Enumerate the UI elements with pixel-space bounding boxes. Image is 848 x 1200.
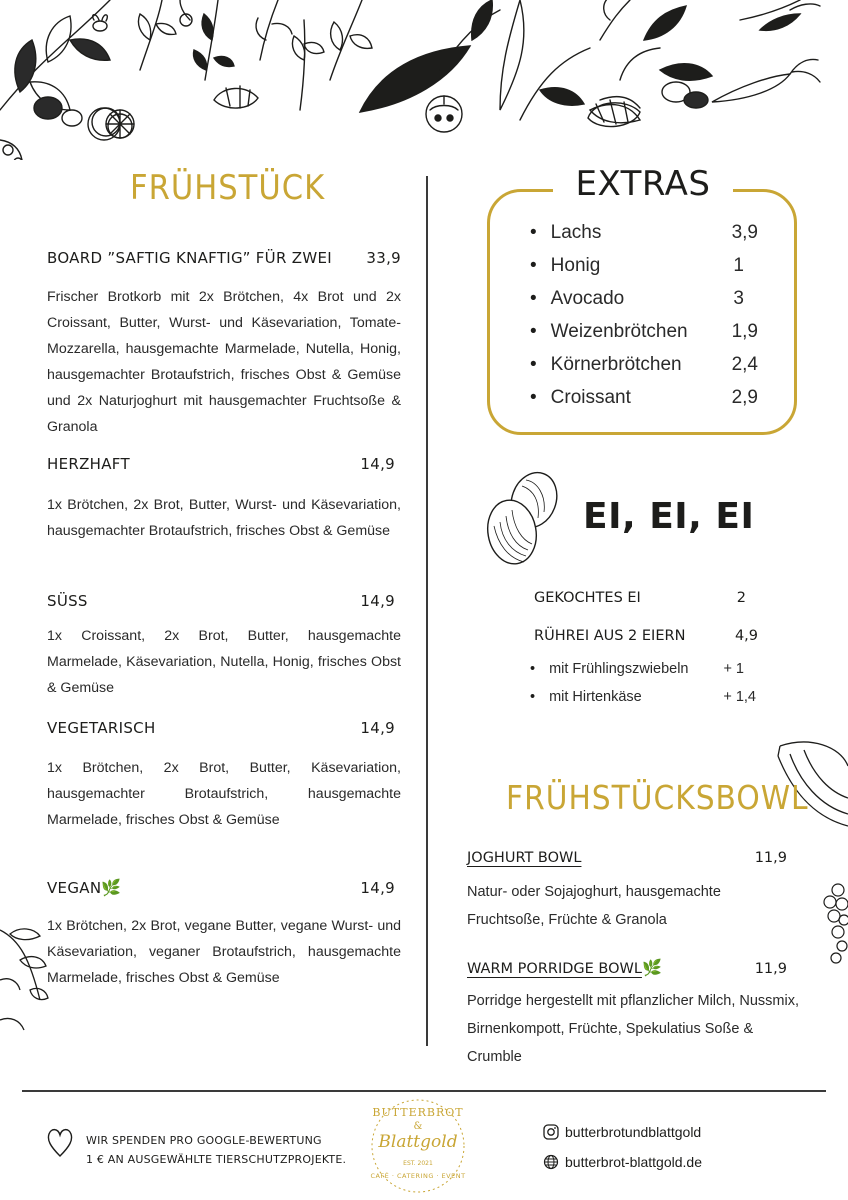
brand-logo: [362, 1096, 474, 1196]
footer-divider: [22, 1090, 826, 1092]
eier-title: EI, EI, EI: [583, 496, 755, 537]
bowl-item-name: JOGHURT BOWL: [467, 850, 582, 866]
menu-item-vegetarisch: [47, 719, 403, 737]
donation-note: [86, 1131, 346, 1169]
eier-option: [530, 689, 756, 705]
extras-item: [530, 387, 758, 409]
extras-item-price: 3,9: [731, 222, 758, 243]
eier-option-price: + 1: [723, 661, 744, 677]
menu-item-board: [47, 249, 403, 267]
logo-ampersand: &: [413, 1121, 423, 1132]
extras-item-name: • Croissant: [530, 387, 631, 409]
eier-item: [534, 628, 758, 644]
botanical-header-illustration: [0, 0, 848, 160]
eier-item-name: GEKOCHTES EI: [534, 590, 641, 606]
item-name: SÜSS: [47, 592, 88, 610]
item-description: 1x Brötchen, 2x Brot, Butter, Käsevariation, hausgemachter Brotaufstrich, hausgemachte Marmelade, frisches Obst & Gemüse: [47, 760, 401, 828]
logo-script-text: Blattgold: [378, 1132, 458, 1152]
bowl-item-description: Natur- oder Sojajoghurt, hausgemachte Fruchtsoße, Früchte & Granola: [467, 884, 721, 928]
grapes-illustration: [812, 880, 848, 980]
bowl-item-name: WARM PORRIDGE BOWL: [467, 961, 642, 977]
logo-bottom-text: CAFÉ · CATERING · EVENT: [370, 1172, 466, 1180]
menu-item-vegan: [47, 878, 403, 897]
item-description: 1x Brötchen, 2x Brot, vegane Butter, vegane Wurst- und Käsevariation, veganer Brotaufstrich, hausgemachte Marmelade, frisches Obst & Gemüse: [47, 918, 401, 986]
item-name: VEGAN: [47, 879, 102, 897]
item-name-wrap: [47, 878, 122, 897]
extras-item-name: • Weizenbrötchen: [530, 321, 688, 343]
menu-item-herzhaft: [47, 455, 403, 473]
item-description: 1x Brötchen, 2x Brot, Butter, Wurst- und Käsevariation, hausgemachter Brotaufstrich, frisches Obst & Gemüse: [47, 497, 401, 539]
fruehstueck-title: FRÜHSTÜCK: [130, 168, 326, 208]
bowl-item-name-wrap: [467, 958, 662, 977]
item-price: 14,9: [360, 592, 395, 610]
extras-item: [530, 288, 758, 310]
instagram-link[interactable]: [543, 1124, 701, 1140]
extras-item: [530, 222, 758, 244]
vegan-leaf-icon: 🌿: [101, 878, 122, 897]
item-name: HERZHAFT: [47, 455, 130, 473]
item-name: VEGETARISCH: [47, 719, 156, 737]
eier-option-price: + 1,4: [723, 689, 756, 705]
donation-line-2: 1 € AN AUSGEWÄHLTE TIERSCHUTZPROJEKTE.: [86, 1153, 347, 1166]
bowl-item-description: Porridge hergestellt mit pflanzlicher Milch, Nussmix, Birnenkompott, Früchte, Spekulatius Soße & Crumble: [467, 993, 799, 1065]
instagram-handle: butterbrotundblattgold: [565, 1124, 702, 1140]
extras-item-name: • Lachs: [530, 222, 601, 244]
item-name: BOARD ”SAFTIG KNAFTIG” FÜR ZWEI: [47, 249, 332, 267]
heart-icon: [46, 1126, 74, 1158]
item-description: 1x Croissant, 2x Brot, Butter, hausgemachte Marmelade, Käsevariation, Nutella, Honig, frisches Obst & Gemüse: [47, 628, 401, 696]
eier-item-price: 2: [736, 590, 746, 606]
globe-icon: [543, 1154, 559, 1170]
vegan-leaf-icon: 🌿: [641, 958, 662, 977]
donation-line-1: WIR SPENDEN PRO GOOGLE-BEWERTUNG: [86, 1134, 322, 1147]
menu-item-suess: [47, 592, 403, 610]
extras-item: [530, 321, 758, 343]
bowl-item-joghurt: [467, 850, 787, 866]
bowl-item-price: 11,9: [754, 961, 787, 977]
extras-item-price: 1: [733, 255, 744, 276]
extras-item: [530, 354, 758, 376]
extras-item-name: • Honig: [530, 255, 600, 277]
item-price: 14,9: [360, 455, 395, 473]
website-url: butterbrot-blattgold.de: [565, 1154, 702, 1170]
eier-item-price: 4,9: [734, 628, 758, 644]
eier-item: [534, 590, 758, 606]
extras-item-price: 3: [733, 288, 744, 309]
logo-top-text: BUTTERBROT: [372, 1106, 464, 1119]
extras-item-price: 2,4: [731, 354, 758, 375]
eier-item-name: RÜHREI AUS 2 EIERN: [534, 628, 686, 644]
extras-title: EXTRAS: [553, 164, 733, 212]
item-price: 14,9: [360, 879, 395, 897]
item-description: Frischer Brotkorb mit 2x Brötchen, 4x Brot und 2x Croissant, Butter, Wurst- und Käsevariation, Tomate-Mozzarella, hausgemachte Marmelade, Nutella, Honig, hausgemachter Brotaufstrich, frisches Obst & Gemüse und 2x Naturjoghurt mit hausgemachter Fruchtsoße & Granola: [47, 289, 401, 435]
extras-item: [530, 255, 758, 277]
instagram-icon: [543, 1124, 559, 1140]
eier-option-name: • mit Frühlingszwiebeln: [530, 661, 689, 677]
extras-item-name: • Körnerbrötchen: [530, 354, 682, 376]
eier-option: [530, 661, 756, 677]
bowl-item-porridge: [467, 958, 787, 977]
column-divider: [426, 176, 428, 1046]
item-price: 33,9: [366, 249, 401, 267]
extras-item-price: 1,9: [731, 321, 758, 342]
website-link[interactable]: [543, 1154, 702, 1170]
extras-item-name: • Avocado: [530, 288, 624, 310]
bowl-item-price: 11,9: [754, 850, 787, 866]
botanical-left-illustration: [0, 920, 50, 1040]
eggs-illustration: [482, 466, 566, 570]
bowl-title: FRÜHSTÜCKSBOWL: [506, 778, 809, 817]
extras-item-price: 2,9: [731, 387, 758, 408]
eier-option-name: • mit Hirtenkäse: [530, 689, 642, 705]
logo-est-text: EST. 2021: [403, 1160, 433, 1167]
item-price: 14,9: [360, 719, 395, 737]
